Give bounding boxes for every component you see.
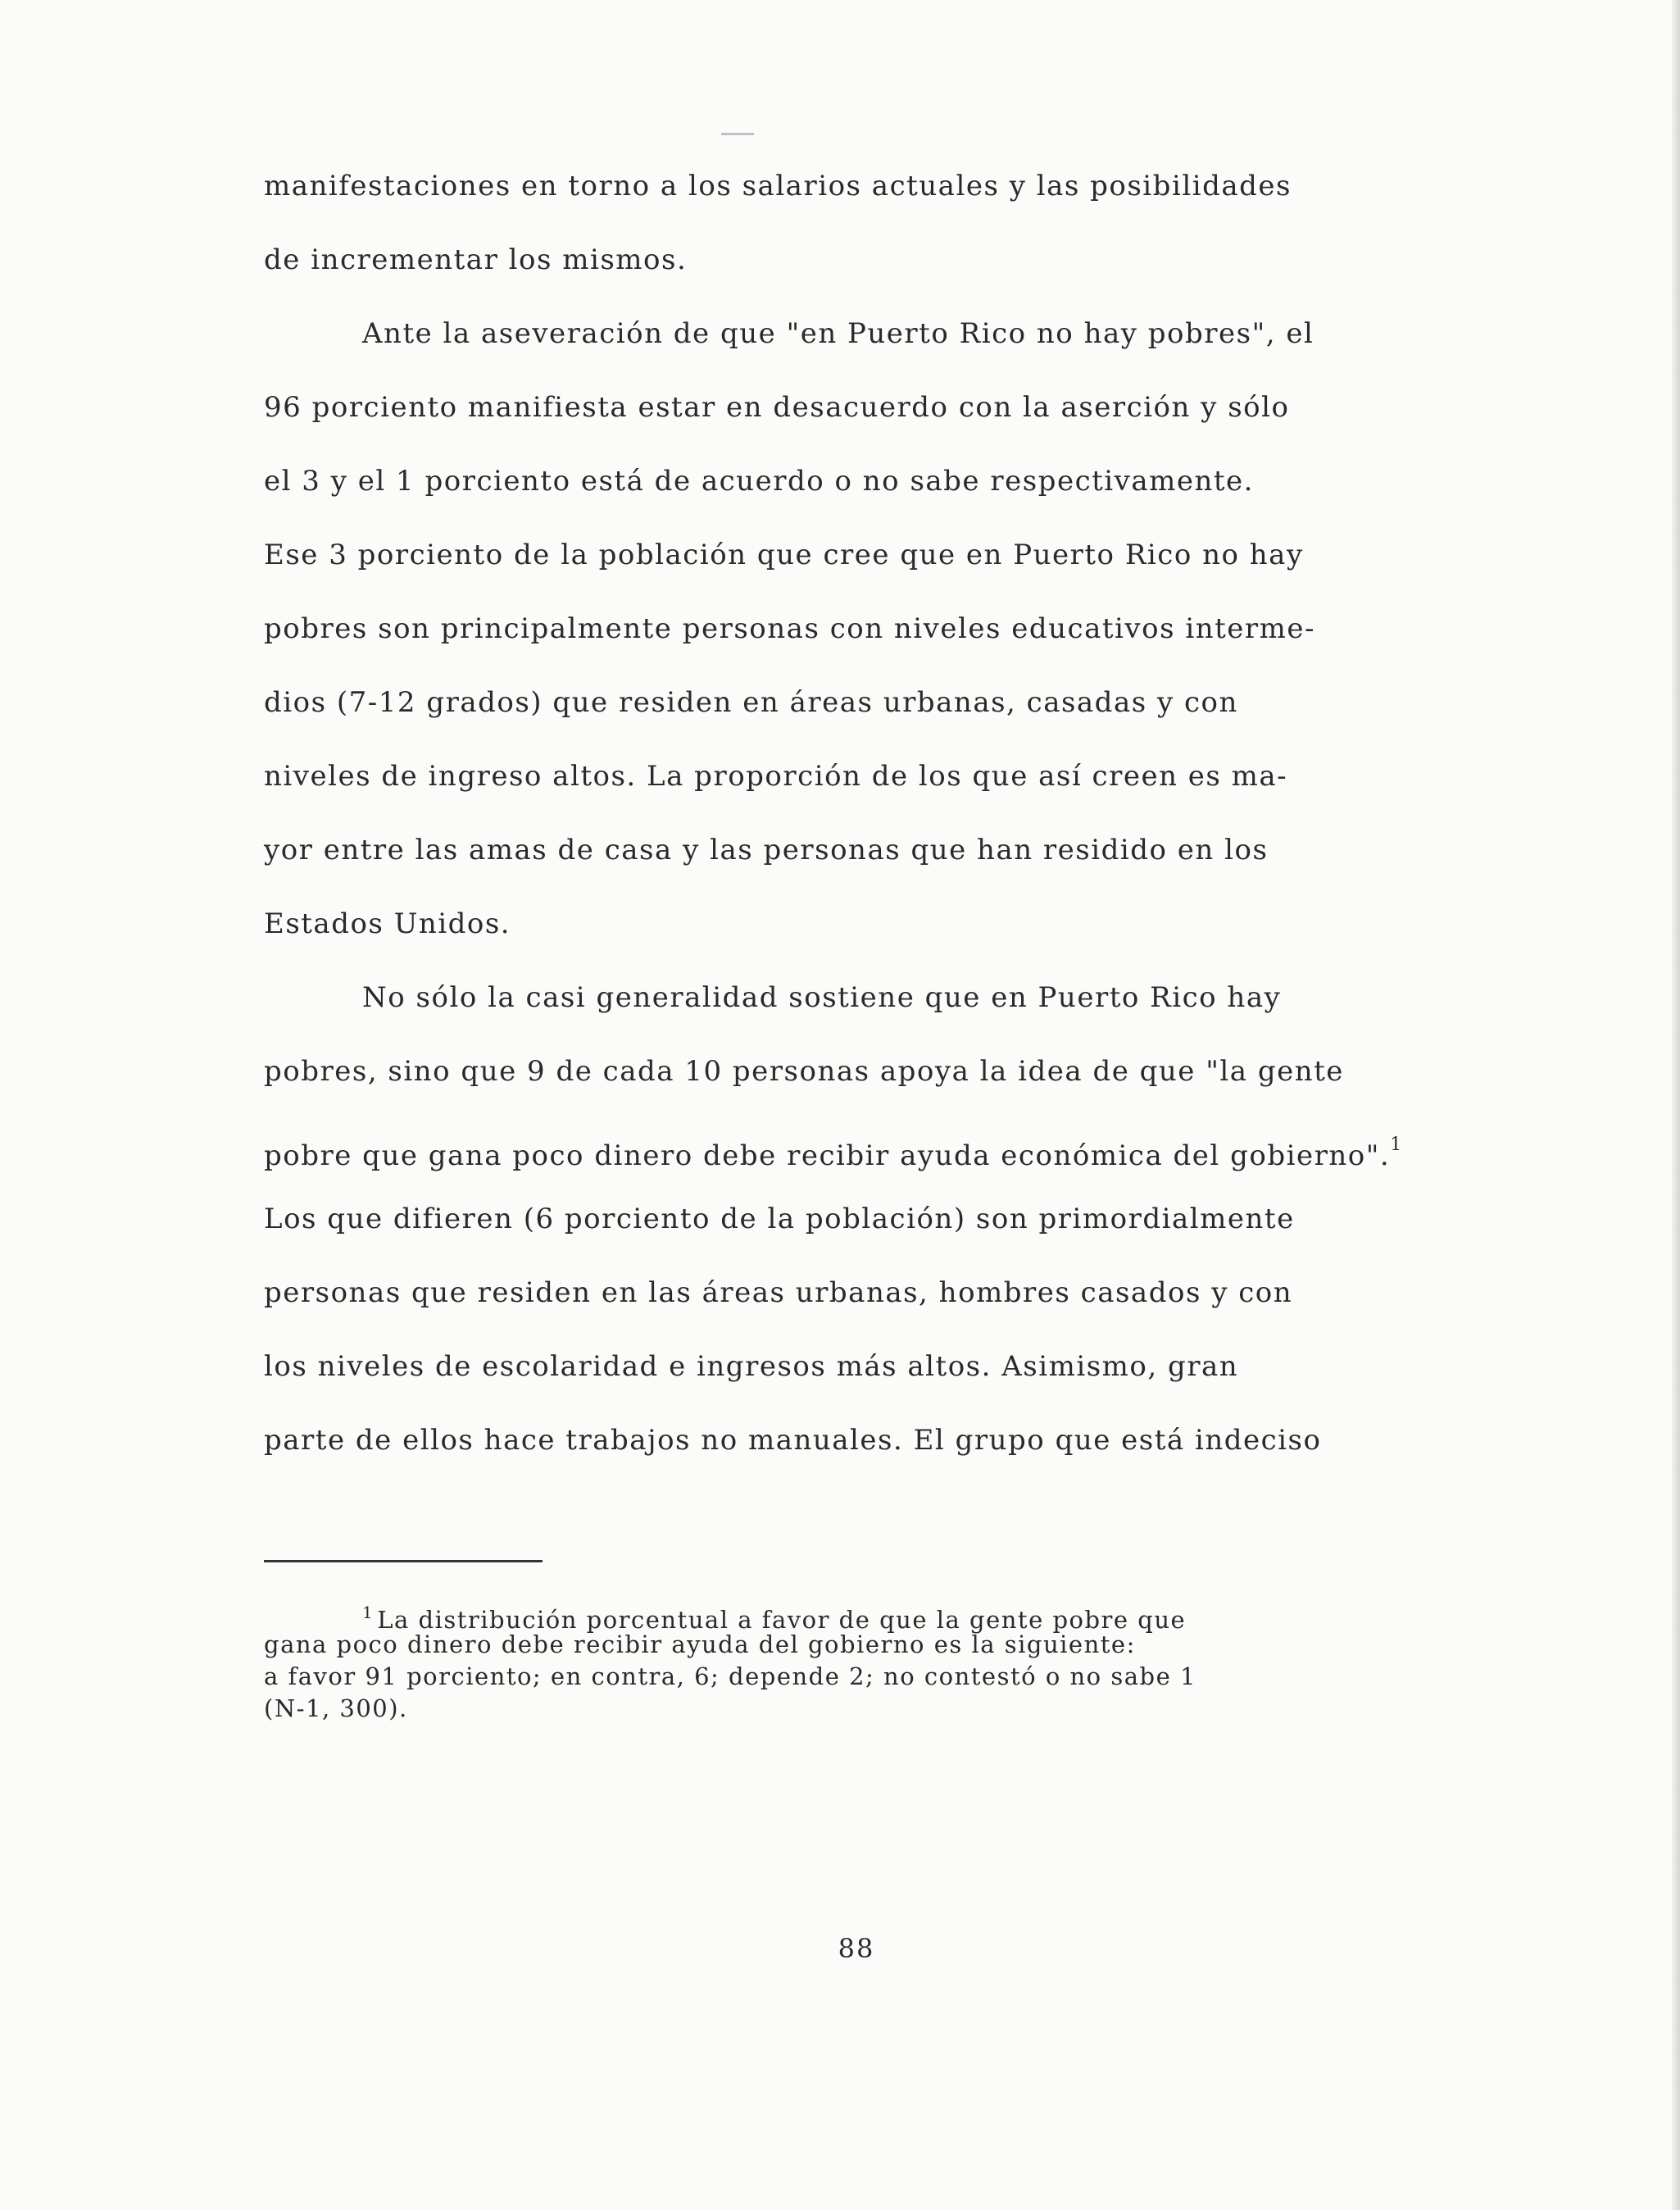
footnote-line: gana poco dinero debe recibir ayuda del gobierno es la siguiente: — [264, 1630, 1136, 1658]
text-line: manifestaciones en torno a los salarios actuales y las posibilidades — [264, 170, 1292, 202]
footnote-text: La distribución porcentual a favor de que la gente pobre que — [377, 1606, 1187, 1634]
text-line: Ante la aseveración de que "en Puerto Rico no hay pobres", el — [362, 317, 1314, 350]
footnote-line: (N-1, 300). — [264, 1694, 408, 1722]
text-line: niveles de ingreso altos. La proporción de los que así creen es ma- — [264, 760, 1288, 793]
footnote-line: a favor 91 porciento; en contra, 6; depende 2; no contestó o no sabe 1 — [264, 1662, 1196, 1690]
scan-speck — [721, 133, 754, 135]
text-line: Los que difieren (6 porciento de la población) son primordialmente — [264, 1203, 1295, 1235]
scan-edge — [1672, 0, 1680, 2210]
text-line: yor entre las amas de casa y las personas que han residido en los — [264, 834, 1269, 866]
text-line: parte de ellos hace trabajos no manuales. El grupo que está indeciso — [264, 1424, 1322, 1457]
text-line: Estados Unidos. — [264, 907, 511, 940]
footnote — [264, 1597, 1460, 1725]
footnote-reference: 1 — [1390, 1135, 1403, 1155]
text-line: pobre que gana poco dinero debe recibir ayuda económica del gobierno". — [264, 1139, 1391, 1172]
body-text — [264, 157, 1460, 1485]
text-line: de incrementar los mismos. — [264, 243, 688, 276]
text-line: personas que residen en las áreas urbanas, hombres casados y con — [264, 1276, 1293, 1309]
text-line: pobres son principalmente personas con niveles educativos interme- — [264, 612, 1315, 645]
footnote-divider — [264, 1560, 543, 1562]
page-number: 88 — [838, 1933, 875, 1964]
footnote-number: 1 — [362, 1603, 375, 1622]
text-line: los niveles de escolaridad e ingresos más altos. Asimismo, gran — [264, 1350, 1239, 1383]
text-line: 96 porciento manifiesta estar en desacuerdo con la aserción y sólo — [264, 391, 1290, 424]
text-line: el 3 y el 1 porciento está de acuerdo o no sabe respectivamente. — [264, 465, 1254, 498]
text-line: pobres, sino que 9 de cada 10 personas apoya la idea de que "la gente — [264, 1055, 1344, 1088]
text-line: Ese 3 porciento de la población que cree que en Puerto Rico no hay — [264, 539, 1304, 571]
footnote-line — [264, 1597, 1460, 1634]
text-line: dios (7-12 grados) que residen en áreas urbanas, casadas y con — [264, 686, 1238, 719]
text-line-with-footnote — [264, 1116, 1460, 1190]
text-line: No sólo la casi generalidad sostiene que en Puerto Rico hay — [362, 981, 1282, 1014]
